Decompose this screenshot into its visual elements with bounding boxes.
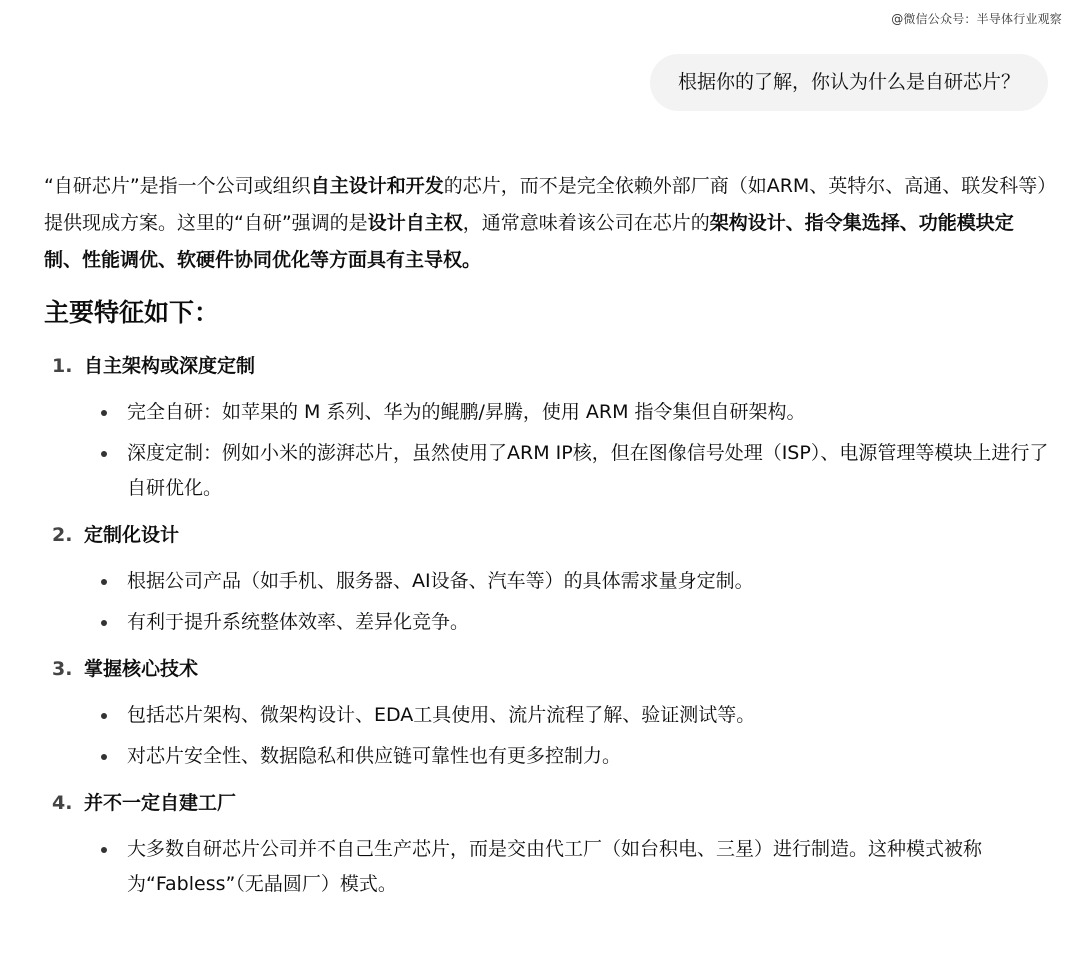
bullet-text: 深度定制：例如小米的澎湃芯片，虽然使用了ARM IP核，但在图像信号处理（ISP）、电源管理等模块上进行了自研优化。 [127, 442, 1049, 499]
feature-title-text: 定制化设计 [84, 524, 180, 546]
feature-item [44, 343, 1050, 506]
intro-bold: 架构设计、指令集选择、功能模块定制、性能调优、软硬件协同优化等方面具有主导权。 [44, 212, 1014, 271]
bullet-text: 有利于提升系统整体效率、差异化竞争。 [127, 611, 470, 633]
feature-list [44, 343, 1050, 902]
feature-item [44, 512, 1050, 640]
watermark: @微信公众号：半导体行业观察 [891, 12, 1062, 26]
intro-bold: 设计自主权 [367, 212, 463, 234]
feature-number: 4. [52, 792, 73, 814]
bullet-text: 根据公司产品（如手机、服务器、AI设备、汽车等）的具体需求量身定制。 [127, 570, 754, 592]
feature-title-text: 并不一定自建工厂 [84, 792, 237, 814]
bullet-text: 对芯片安全性、数据隐私和供应链可靠性也有更多控制力。 [127, 745, 622, 767]
bullet-dot-icon [101, 754, 107, 760]
answer-intro [44, 168, 1050, 279]
bullet-text: 完全自研：如苹果的 M 系列、华为的鲲鹏/昇腾，使用 ARM 指令集但自研架构。 [127, 401, 806, 423]
bullet-item [44, 564, 1050, 599]
bullet-dot-icon [101, 579, 107, 585]
feature-title [44, 343, 1050, 389]
feature-title [44, 646, 1050, 692]
bullet-item [44, 739, 1050, 774]
bullet-item [44, 698, 1050, 733]
bullet-dot-icon [101, 451, 107, 457]
bullet-list [44, 395, 1050, 506]
bullet-text: 包括芯片架构、微架构设计、EDA工具使用、流片流程了解、验证测试等。 [127, 704, 756, 726]
feature-title [44, 512, 1050, 558]
intro-text: 的芯片，而不是完全依赖外部厂商（如ARM、英特尔、高通、联发科等）提供现成方案。这里的“自研”强调的是 [44, 175, 1047, 234]
intro-bold: 自主设计和开发 [310, 175, 444, 197]
bullet-dot-icon [101, 410, 107, 416]
bullet-item [44, 395, 1050, 430]
intro-text: ，通常意味着该公司在芯片的 [462, 212, 710, 234]
feature-title [44, 780, 1050, 826]
bullet-text: 大多数自研芯片公司并不自己生产芯片，而是交由代工厂（如台积电、三星）进行制造。这种模式被称为“Fabless”（无晶圆厂）模式。 [127, 838, 983, 895]
user-message-bubble: 根据你的了解，你认为什么是自研芯片？ [650, 54, 1048, 111]
bullet-dot-icon [101, 620, 107, 626]
feature-number: 3. [52, 658, 73, 680]
section-heading: 主要特征如下： [44, 298, 220, 327]
bullet-item [44, 605, 1050, 640]
feature-item [44, 780, 1050, 902]
feature-title-text: 掌握核心技术 [84, 658, 199, 680]
bullet-list [44, 698, 1050, 774]
feature-title-text: 自主架构或深度定制 [84, 355, 256, 377]
bullet-item [44, 436, 1050, 506]
bullet-dot-icon [101, 713, 107, 719]
feature-item [44, 646, 1050, 774]
bullet-item [44, 832, 1050, 902]
bullet-list [44, 832, 1050, 902]
bullet-list [44, 564, 1050, 640]
intro-text: “自研芯片”是指一个公司或组织 [44, 175, 311, 197]
feature-number: 1. [52, 355, 73, 377]
bullet-dot-icon [101, 847, 107, 853]
feature-number: 2. [52, 524, 73, 546]
assistant-answer [44, 168, 1050, 908]
